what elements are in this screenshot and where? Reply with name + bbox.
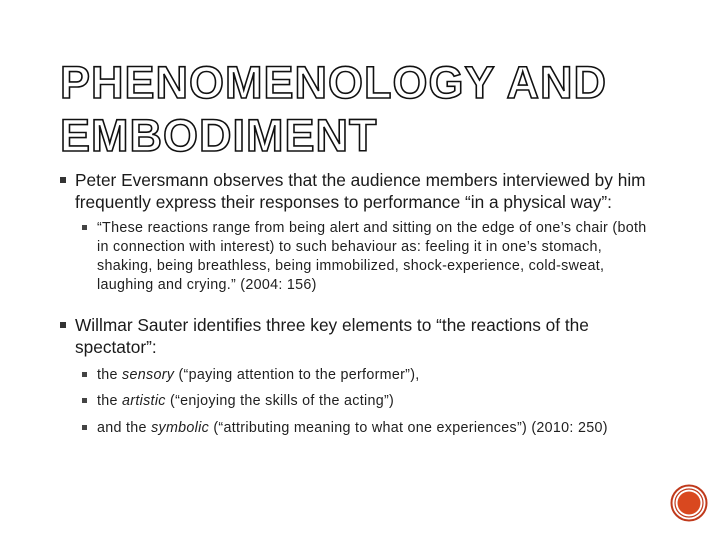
sensory-prefix: the	[97, 367, 123, 383]
sensory-description: (“paying attention to the performer”),	[174, 367, 420, 383]
title-line-1: PHENOMENOLOGY AND	[60, 57, 608, 108]
artistic-term: artistic	[122, 393, 166, 409]
circle-emblem-icon	[670, 484, 708, 522]
artistic-description: (“enjoying the skills of the acting”)	[165, 393, 395, 409]
symbolic-term: symbolic	[151, 420, 210, 436]
sub-bullet-sensory	[58, 366, 658, 385]
slide-content	[58, 170, 658, 438]
title-line-2: EMBODIMENT	[60, 110, 378, 161]
slide-title	[60, 56, 608, 161]
sub-bullet-reactions-quote: “These reactions range from being alert and sitting on the edge of one’s chair (both in connection with interest) to such behaviour as: feeling it in one’s stomach, shaking, being breathless, being immobilized, shock-experience, cold-sweat, laughing and crying.” (2004: 156)	[58, 219, 658, 295]
bullet-sauter: Willmar Sauter identifies three key elements to “the reactions of the spectator”:	[58, 315, 658, 358]
artistic-prefix: the	[97, 393, 123, 409]
sub-bullet-artistic	[58, 392, 658, 411]
symbolic-description: (“attributing meaning to what one experiences”) (2010: 250)	[209, 420, 608, 436]
sensory-term: sensory	[122, 367, 175, 383]
bullet-eversmann: Peter Eversmann observes that the audience members interviewed by him frequently express their responses to performance “in a physical way”:	[58, 170, 658, 213]
sub-bullet-symbolic	[58, 419, 658, 438]
symbolic-prefix: and the	[97, 420, 152, 436]
